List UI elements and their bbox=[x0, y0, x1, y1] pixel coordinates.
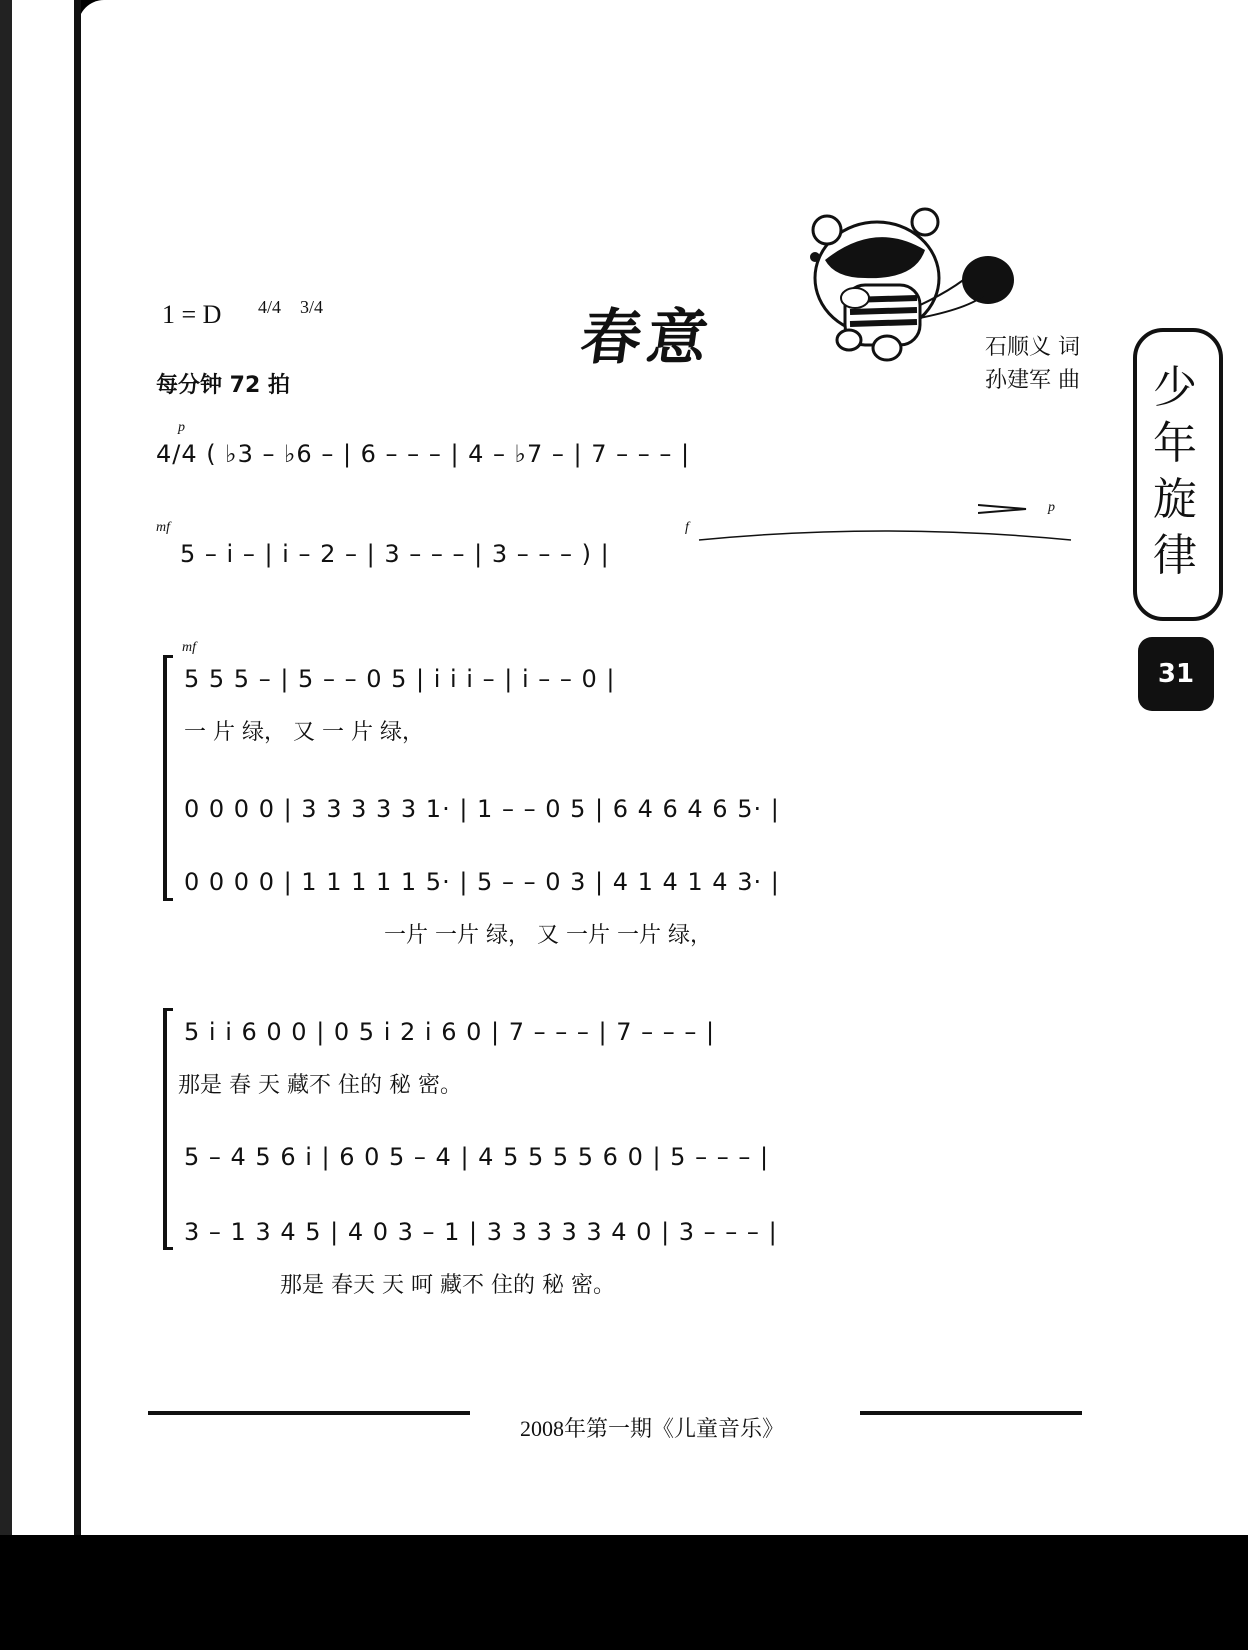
lyricist-credit: 石顺义 词 bbox=[985, 335, 1080, 360]
system1-lyric1: 一 片 绿， 又 一 片 绿， bbox=[184, 720, 424, 745]
system1-voice2: 0 0 0 0 | 3 3 3 3 3 1· | 1 – – 0 5 | 6 4 6 4 6 5· | bbox=[184, 795, 780, 823]
intro-line-1: 4/4 ( ♭3 – ♭6 – | 6 – – – | 4 – ♭7 – | 7 – – – | bbox=[156, 440, 691, 468]
system-bracket-1 bbox=[163, 655, 173, 901]
dynamic-end-intro: p bbox=[1048, 500, 1055, 515]
tie-arc-intro bbox=[695, 526, 1075, 542]
system1-lyric3: 一片 一片 绿， 又 一片 一片 绿， bbox=[384, 923, 712, 948]
system2-voice3: 3 – 1 3 4 5 | 4 0 3 – 1 | 3 3 3 3 3 4 0 | 3 – – – | bbox=[184, 1218, 778, 1246]
key-signature: 1 = D bbox=[162, 300, 222, 329]
binding-line bbox=[74, 0, 81, 1535]
diminuendo-icon bbox=[978, 502, 1028, 516]
time-signature-a: 4/4 bbox=[258, 297, 282, 317]
composer-credit: 孙建军 曲 bbox=[985, 368, 1080, 393]
dynamic-f-intro: f bbox=[685, 520, 689, 535]
system1-voice3: 0 0 0 0 | 1 1 1 1 1 5· | 5 – – 0 3 | 4 1 4 1 4 3· | bbox=[184, 868, 780, 896]
system-bracket-2 bbox=[163, 1008, 173, 1250]
scan-edge bbox=[0, 0, 12, 1535]
song-title: 春意 bbox=[576, 303, 719, 373]
tempo-marking: 每分钟 72 拍 bbox=[156, 373, 290, 398]
system1-voice1: 5 5 5 – | 5 – – 0 5 | i i i – | i – – 0 | bbox=[184, 665, 616, 693]
dynamic-mf-system1: mf bbox=[182, 640, 196, 655]
dynamic-p-intro: p bbox=[178, 420, 185, 435]
column-label: 少年旋律 bbox=[1153, 362, 1197, 581]
intro-line-2: 5 – i – | i – 2 – | 3 – – – | 3 – – – ) | bbox=[180, 540, 610, 568]
system2-voice1: 5 i i 6 0 0 | 0 5 i 2 i 6 0 | 7 – – – | 7 – – – | bbox=[184, 1018, 716, 1046]
time-signature-b: 3/4 bbox=[300, 297, 324, 317]
footer-publication: 2008年第一期《儿童音乐》 bbox=[520, 1416, 785, 1441]
system2-lyric3: 那是 春天 天 呵 藏不 住的 秘 密。 bbox=[280, 1273, 615, 1298]
page-number-badge: 31 bbox=[1138, 637, 1214, 711]
footer-rule-right bbox=[860, 1411, 1082, 1415]
system2-voice2: 5 – 4 5 6 i | 6 0 5 – 4 | 4 5 5 5 5 6 0 | 5 – – – | bbox=[184, 1143, 770, 1171]
dynamic-mf-intro: mf bbox=[156, 520, 170, 535]
footer-rule-left bbox=[148, 1411, 470, 1415]
system2-lyric1: 那是 春 天 藏不 住的 秘 密。 bbox=[178, 1073, 462, 1098]
